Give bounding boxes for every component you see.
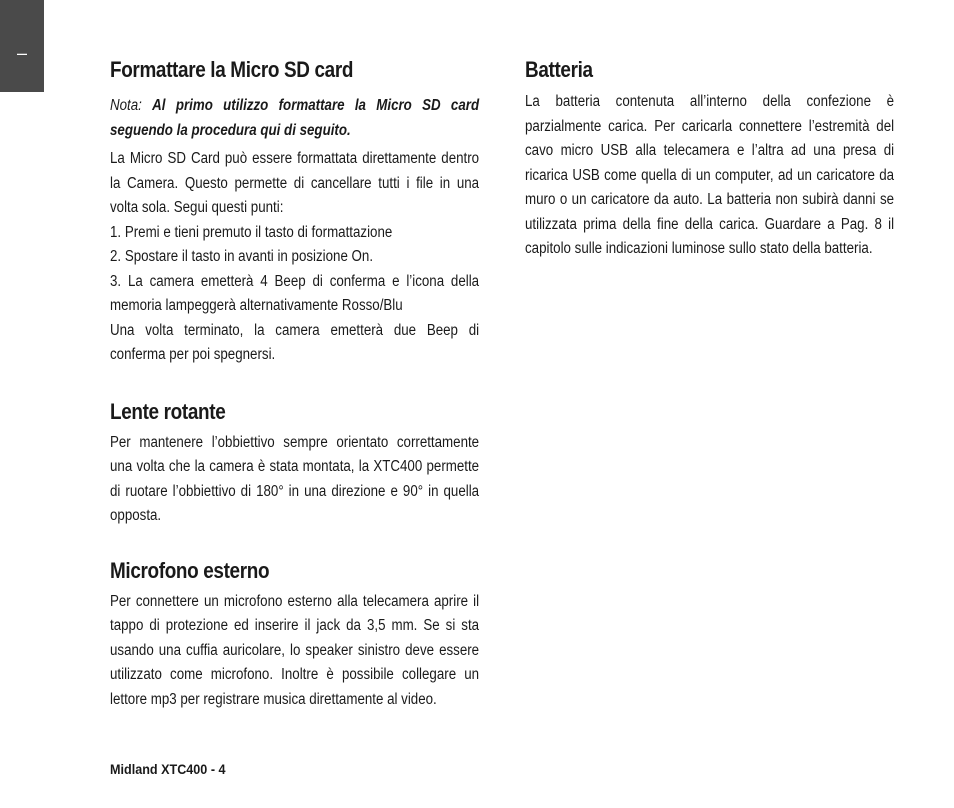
section-battery bbox=[525, 56, 894, 262]
microphone-heading: Microfono esterno bbox=[110, 557, 270, 583]
lens-heading: Lente rotante bbox=[110, 398, 226, 424]
page-footer: Midland XTC400 - 4 bbox=[110, 761, 226, 777]
corner-tab bbox=[0, 0, 44, 92]
battery-text: La batteria contenuta all’interno della confezione è parzialmente carica. Per caricarla connettere l’estremità del cavo micro USB alla telecamera e l’altra ad una presa di ricarica USB come quella di un computer, ad un caricatore da muro o un caricatore da auto. La batteria non subirà danni se utilizzata prima della fine della carica. Guardare a Pag. 8 il capitolo sulle indicazioni luminose sullo stato della batteria. bbox=[525, 93, 895, 257]
left-column bbox=[110, 56, 480, 712]
right-column bbox=[525, 56, 895, 262]
micro-sd-step-3: 3. La camera emetterà 4 Beep di conferma e l’icona della memoria lampeggerà alternativamente Rosso/Blu bbox=[110, 272, 480, 314]
section-microphone bbox=[110, 557, 479, 713]
lens-text: Per mantenere l’obbiettivo sempre orientato correttamente una volta che la camera è stata montata, la XTC400 permette di ruotare l’obbiettivo di 180° in una direzione e 90° in quella opposta. bbox=[110, 433, 480, 524]
note-label: Nota: bbox=[110, 97, 142, 114]
battery-heading: Batteria bbox=[525, 57, 593, 82]
micro-sd-heading: Formattare la Micro SD card bbox=[110, 57, 354, 82]
section-micro-sd bbox=[110, 56, 479, 368]
micro-sd-note bbox=[110, 94, 479, 143]
micro-sd-outro: Una volta terminato, la camera emetterà due Beep di conferma per poi spegnersi. bbox=[110, 321, 480, 363]
microphone-text: Per connettere un microfono esterno alla telecamera aprire il tappo di protezione ed inserire il jack da 3,5 mm. Se si sta usando una cuffia auricolare, lo speaker sinistro deve essere utilizzato come microfono. Inoltre è possibile collegare un lettore mp3 per registrare musica direttamente al video. bbox=[110, 592, 480, 708]
note-text: Al primo utilizzo formattare la Micro SD card seguendo la procedura qui di seguito. bbox=[110, 97, 480, 139]
micro-sd-step-2: 2. Spostare il tasto in avanti in posizione On. bbox=[110, 248, 374, 265]
corner-tab-glyph: – bbox=[16, 43, 27, 63]
micro-sd-step-1: 1. Premi e tieni premuto il tasto di formattazione bbox=[110, 223, 393, 241]
micro-sd-intro: La Micro SD Card può essere formattata direttamente dentro la Camera. Questo permette di cancellare tutti i file in una volta sola. Segui questi punti: bbox=[110, 150, 480, 216]
section-lens bbox=[110, 398, 479, 529]
